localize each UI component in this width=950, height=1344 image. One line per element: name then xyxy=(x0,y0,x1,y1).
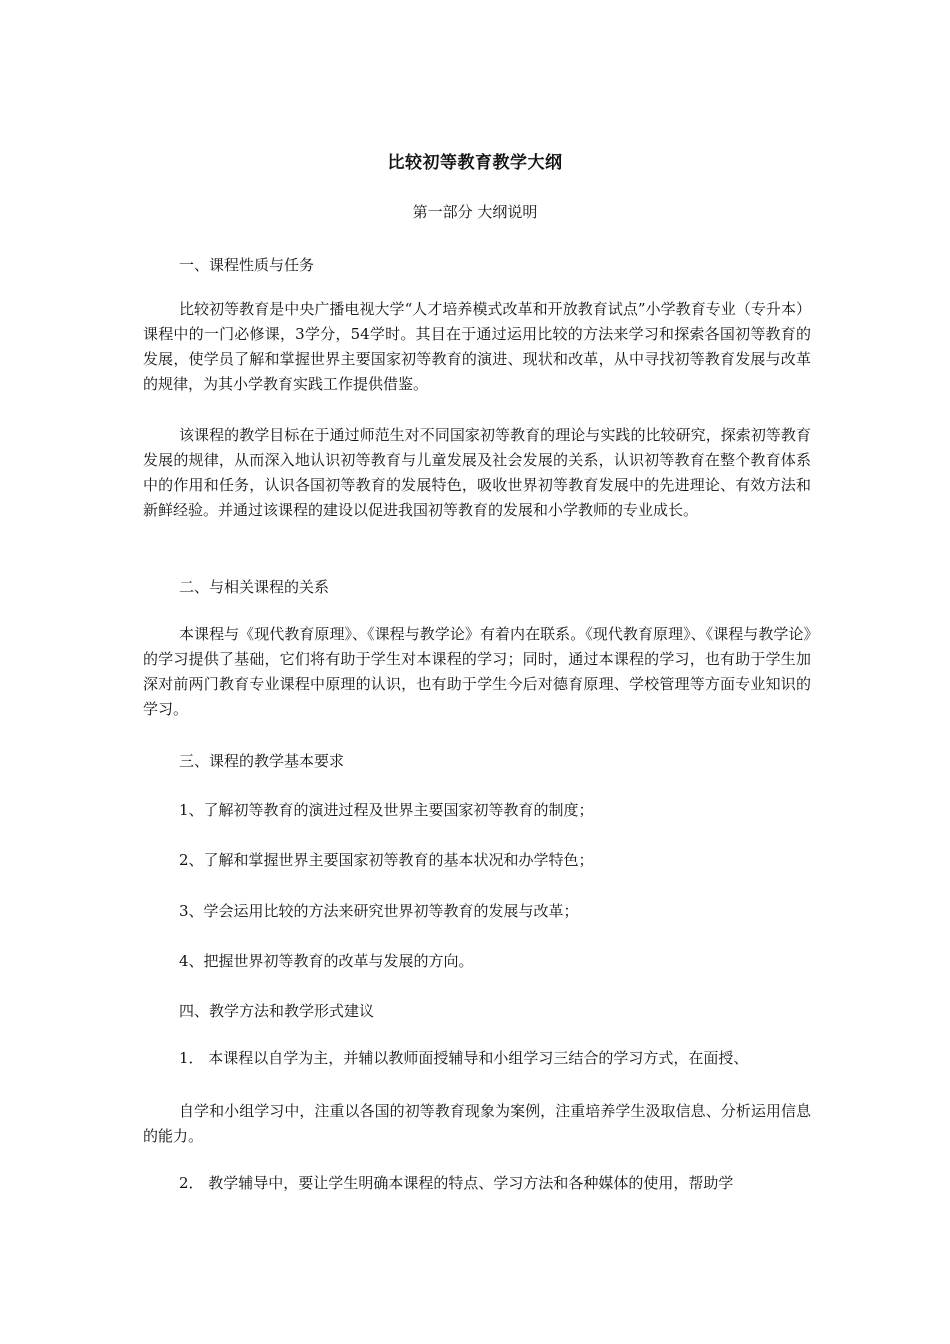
method-item-1-line: 1． 本课程以自学为主，并辅以教师面授辅导和小组学习三结合的学习方式，在面授、 xyxy=(179,1049,749,1067)
paragraph-course-nature: 比较初等教育是中央广播电视大学“人才培养模式改革和开放教育试点”小学教育专业（专升本）课程中的一门必修课，3学分，54学时。其目在于通过运用比较的方法来学习和探索各国初等教育的发展，使学员了解和掌握世界主要国家初等教育的演进、现状和改革，从中寻找初等教育发展与改革的规律，为其小学教育实践工作提供借鉴。 xyxy=(143,300,811,393)
paragraph-course-goals: 该课程的教学目标在于通过师范生对不同国家初等教育的理论与实践的比较研究，探索初等教育发展的规律，从而深入地认识初等教育与儿童发展及社会发展的关系，认识初等教育在整个教育体系中的作用和任务，认识各国初等教育的发展特色，吸收世界初等教育发展中的先进理论、有效方法和新鲜经验。并通过该课程的建设以促进我国初等教育的发展和小学教师的专业成长。 xyxy=(143,426,811,519)
paragraph-related-courses: 本课程与《现代教育原理》、《课程与教学论》有着内在联系。《现代教育原理》、《课程与教学论》的学习提供了基础，它们将有助于学生对本课程的学习；同时，通过本课程的学习，也有助于学生加深对前两门教育专业课程中原理的认识，也有助于学生今后对德育原理、学校管理等方面专业知识的学习。 xyxy=(143,625,811,718)
requirement-item-2: 2、了解和掌握世界主要国家初等教育的基本状况和办学特色； xyxy=(179,851,594,869)
document-title: 比较初等教育教学大纲 xyxy=(387,153,563,173)
requirement-item-1: 1、了解初等教育的演进过程及世界主要国家初等教育的制度； xyxy=(179,801,594,819)
section-heading-3: 三、课程的教学基本要求 xyxy=(179,752,345,770)
method-item-1-continuation: 自学和小组学习中，注重以各国的初等教育现象为案例，注重培养学生汲取信息、分析运用信息的能力。 xyxy=(143,1102,811,1145)
section-heading-2: 二、与相关课程的关系 xyxy=(179,578,330,596)
method-item-2-line: 2． 教学辅导中，要让学生明确本课程的特点、学习方法和各种媒体的使用，帮助学 xyxy=(179,1174,734,1192)
part-subtitle: 第一部分 大纲说明 xyxy=(412,203,538,221)
section-heading-4: 四、教学方法和教学形式建议 xyxy=(179,1002,375,1020)
requirement-item-4: 4、把握世界初等教育的改革与发展的方向。 xyxy=(179,952,474,970)
section-heading-1: 一、课程性质与任务 xyxy=(179,256,315,274)
requirement-item-3: 3、学会运用比较的方法来研究世界初等教育的发展与改革； xyxy=(179,902,579,920)
